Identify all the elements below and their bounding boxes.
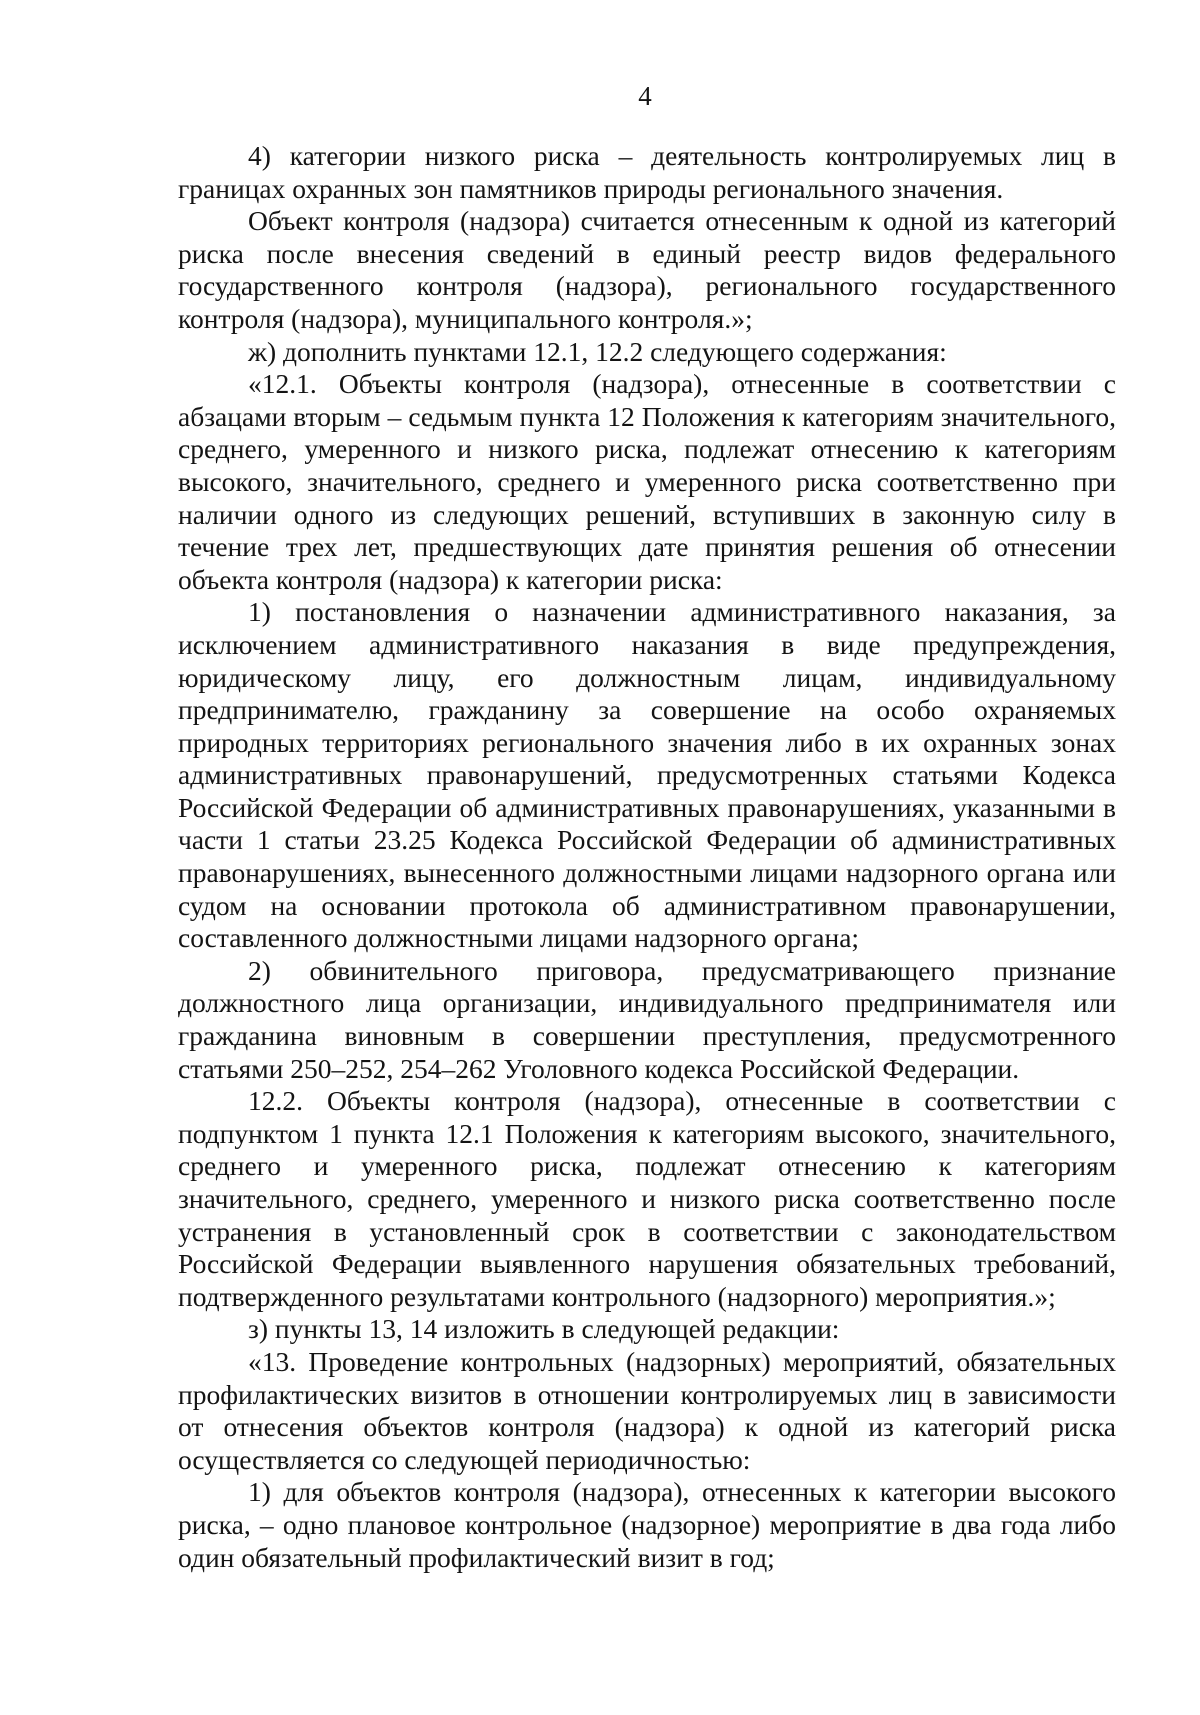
paragraph-amendment-zh: ж) дополнить пунктами 12.1, 12.2 следующего содержания:: [248, 335, 947, 367]
paragraph-amendment-z: з) пункты 13, 14 изложить в следующей редакции:: [248, 1313, 840, 1345]
page-number: 4: [638, 81, 652, 111]
paragraph-low-risk-category: 4) категории низкого риска – деятельность контролируемых лиц в границах охранных зон памятников природы регионального значения.: [178, 140, 1116, 204]
paragraph-clause-12-2: 12.2. Объекты контроля (надзора), отнесенные в соответствии с подпунктом 1 пункта 12.1 Положения к категориям высокого, значительного, среднего и умеренного риска, подлежат отнесению к категориям значительного, среднего, умеренного и низкого риска соответственно после устранения в установленный срок в соответствии с законодательством Российской Федерации выявленного нарушения обязательных требований, подтвержденного результатами контрольного (надзорного) мероприятия.»;: [178, 1085, 1116, 1312]
paragraph-clause-12-1: «12.1. Объекты контроля (надзора), отнесенные в соответствии с абзацами вторым – седьмым пункта 12 Положения к категориям значительного, среднего, умеренного и низкого риска, подлежат отнесению к категориям высокого, значительного, среднего и умеренного риска соответственно при наличии одного из следующих решений, вступивших в законную силу в течение трех лет, предшествующих дате принятия решения об отнесении объекта контроля (надзора) к категории риска:: [178, 368, 1116, 595]
paragraph-clause-13-item-1: 1) для объектов контроля (надзора), отнесенных к категории высокого риска, – одно плановое контрольное (надзорное) мероприятие в два года либо один обязательный профилактический визит в год;: [178, 1476, 1116, 1573]
paragraph-clause-12-1-item-2: 2) обвинительного приговора, предусматривающего признание должностного лица организации, индивидуального предпринимателя или гражданина виновным в совершении преступления, предусмотренного статьями 250–252, 254–262 Уголовного кодекса Российской Федерации.: [178, 954, 1116, 1084]
paragraph-clause-12-1-item-1: 1) постановления о назначении административного наказания, за исключением административного наказания в виде предупреждения, юридическому лицу, его должностным лицам, индивидуальному предпринимателю, гражданину за совершение на особо охраняемых природных территориях регионального значения либо в их охранных зонах административных правонарушений, предусмотренных статьями Кодекса Российской Федерации об административных правонарушениях, указанными в части 1 статьи 23.25 Кодекса Российской Федерации об административных правонарушениях, вынесенного должностными лицами надзорного органа или судом на основании протокола об административном правонарушении, составленного должностными лицами надзорного органа;: [178, 596, 1116, 954]
document-body: [178, 140, 1116, 1574]
paragraph-clause-13: «13. Проведение контрольных (надзорных) мероприятий, обязательных профилактических визитов в отношении контролируемых лиц в зависимости от отнесения объектов контроля (надзора) к одной из категорий риска осуществляется со следующей периодичностью:: [178, 1345, 1116, 1475]
paragraph-risk-assignment: Объект контроля (надзора) считается отнесенным к одной из категорий риска после внесения сведений в единый реестр видов федерального государственного контроля (надзора), регионального государственного контроля (надзора), муниципального контроля.»;: [178, 205, 1116, 334]
